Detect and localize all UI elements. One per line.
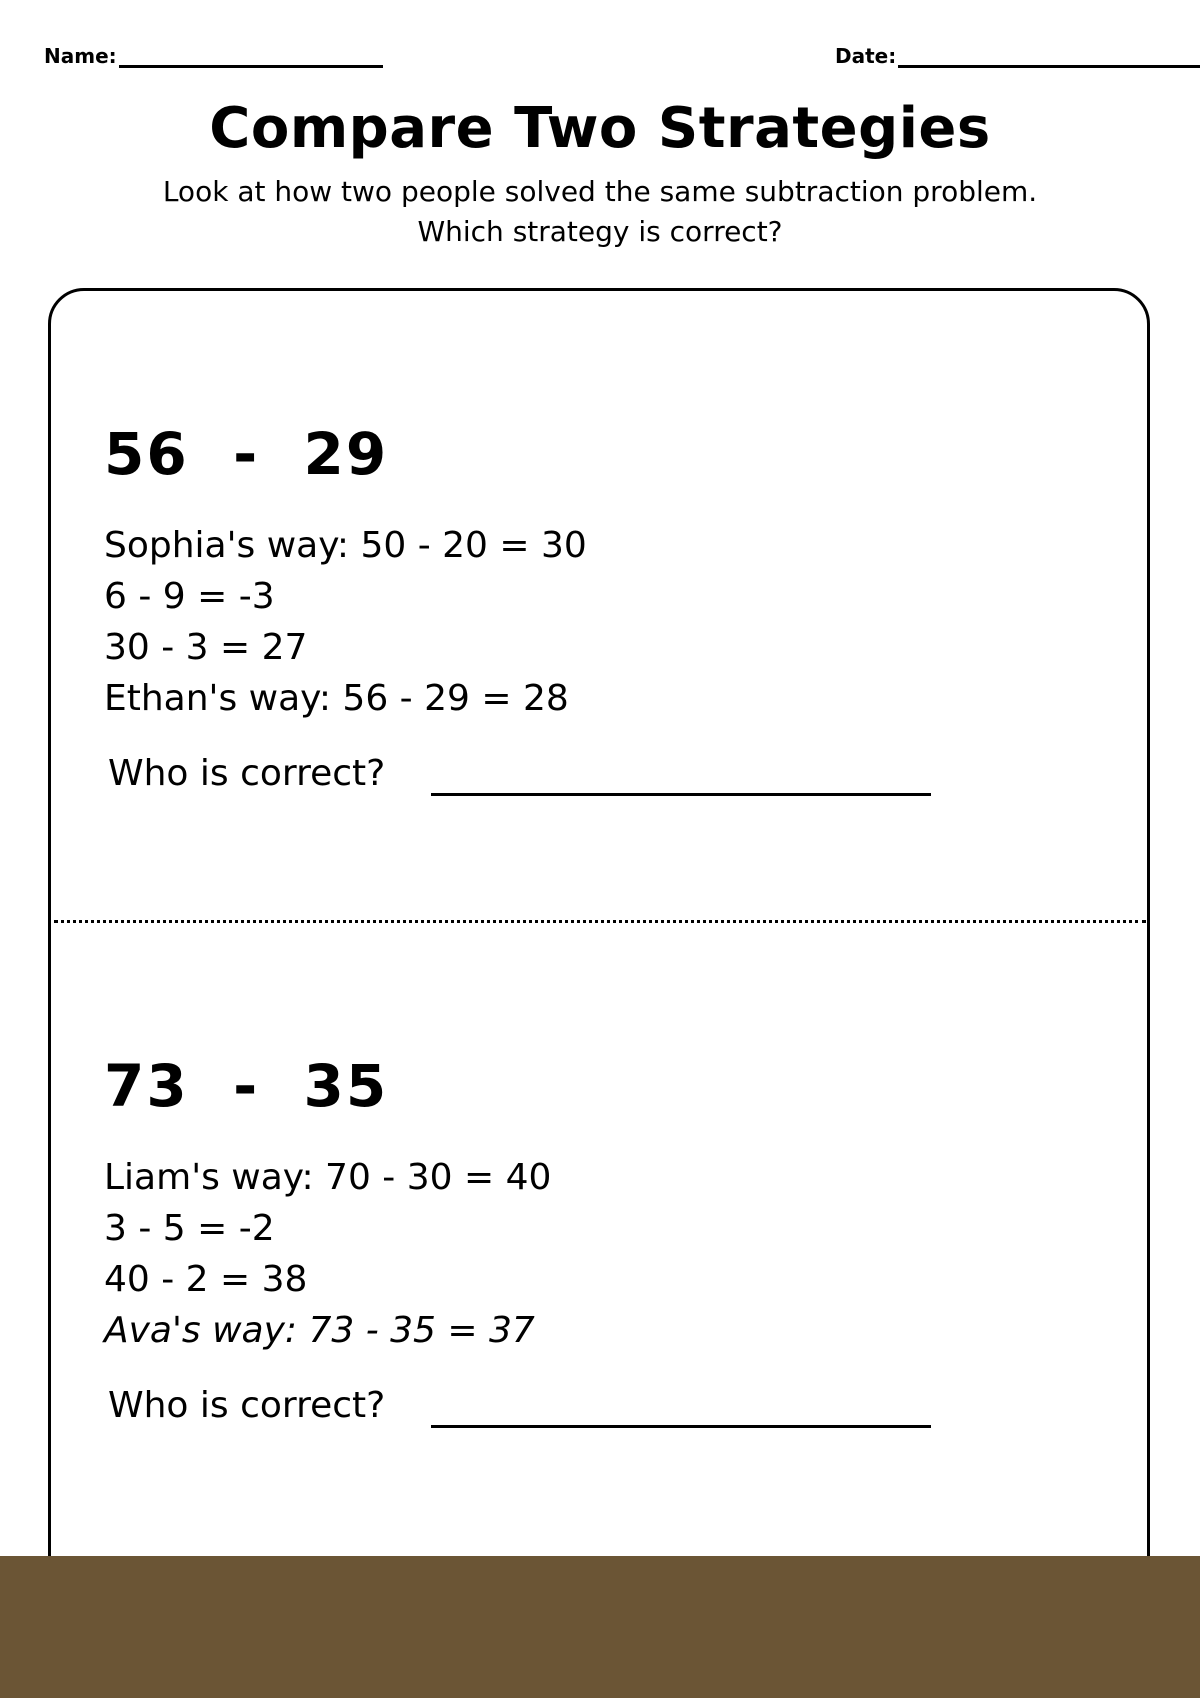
strategy-steps [104,520,931,724]
date-field [835,44,1200,68]
strategy-step: Ava's way: 73 - 35 = 37 [104,1310,535,1351]
instructions-line-2: Which strategy is correct? [417,215,783,248]
date-label: Date: [835,44,897,68]
problem-expression: 56 - 29 [104,420,389,488]
worksheet-instructions [0,172,1200,252]
strategy-step: 6 - 9 = -3 [104,576,275,617]
dotted-divider [54,920,1146,923]
question-text: Who is correct? [108,753,386,794]
name-blank-line[interactable] [119,46,383,68]
instructions-line-1: Look at how two people solved the same subtraction problem. [162,175,1038,208]
problem-2 [104,1050,931,1430]
strategy-step: Liam's way: 70 - 30 = 40 [104,1157,552,1198]
worksheet-title: Compare Two Strategies [209,96,991,161]
strategy-step: 3 - 5 = -2 [104,1208,275,1249]
date-blank-line[interactable] [898,46,1200,68]
strategy-steps [104,1152,931,1356]
strategy-step: Sophia's way: 50 - 20 = 30 [104,525,587,566]
strategy-step: Ethan's way: 56 - 29 = 28 [104,678,569,719]
strategy-step: 40 - 2 = 38 [104,1259,308,1300]
name-field [44,44,383,68]
strategy-step: 30 - 3 = 27 [104,627,308,668]
question-row [104,750,931,798]
problem-1 [104,418,931,798]
answer-blank-line[interactable] [431,770,931,796]
question-row [104,1382,931,1430]
table-surface-background [0,1556,1200,1698]
question-text: Who is correct? [108,1385,386,1426]
name-label: Name: [44,44,117,68]
answer-blank-line[interactable] [431,1402,931,1428]
problem-expression: 73 - 35 [104,1052,389,1120]
